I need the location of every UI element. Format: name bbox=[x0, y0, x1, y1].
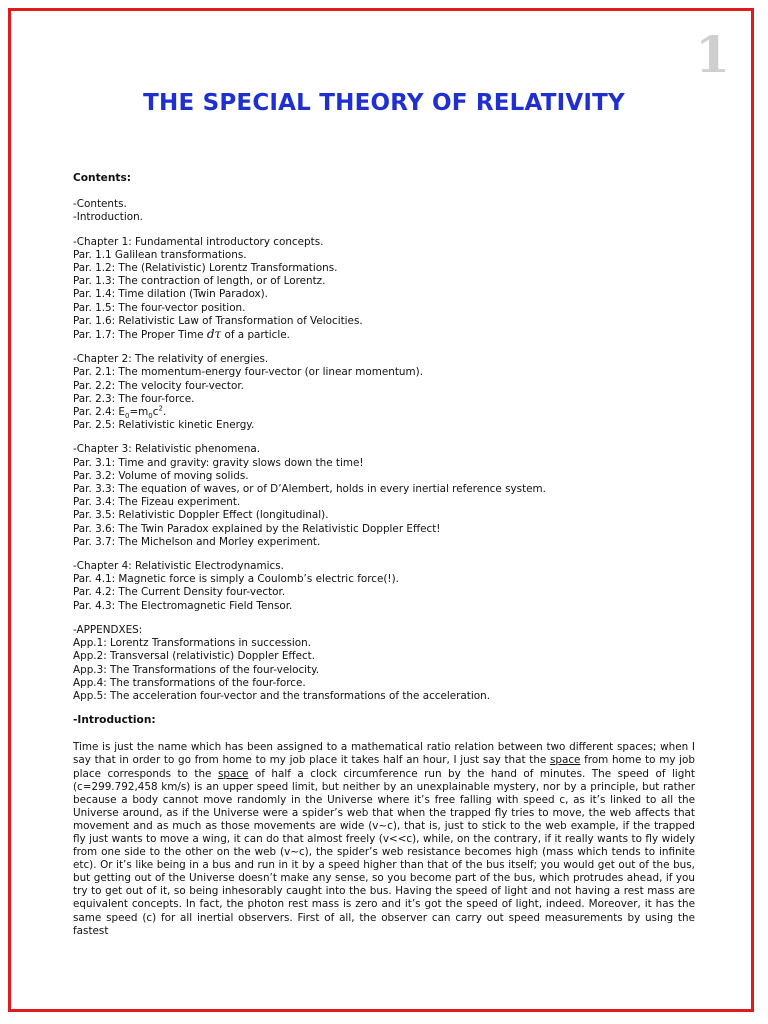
introduction-heading: -Introduction: bbox=[73, 714, 156, 727]
toc-entry: Par. 1.1 Galilean transformations. bbox=[73, 248, 247, 261]
underlined-word: space bbox=[217, 767, 249, 780]
toc-entry: Par. 3.4: The Fizeau experiment. bbox=[73, 496, 241, 509]
toc-entry: Par. 3.7: The Michelson and Morley experiment. bbox=[73, 535, 321, 548]
toc-entry: Par. 1.4: Time dilation (Twin Paradox). bbox=[73, 288, 268, 301]
toc-entry-text: Par. 2.4: E bbox=[73, 406, 125, 419]
paragraph-text: from home to my job place corresponds to the bbox=[73, 754, 695, 780]
chapter-4-title: -Chapter 4: Relativistic Electrodynamics. bbox=[73, 560, 284, 573]
chapter-3-title: -Chapter 3: Relativistic phenomena. bbox=[73, 443, 261, 456]
toc-entry: Par. 3.3: The equation of waves, or of D’Alembert, holds in every inertial reference system. bbox=[73, 483, 546, 496]
toc-entry: Par. 1.6: Relativistic Law of Transformation of Velocities. bbox=[73, 314, 363, 327]
toc-entry-rest-energy bbox=[73, 406, 697, 419]
contents-heading: Contents: bbox=[73, 172, 131, 184]
toc-entry: Par. 1.2: The (Relativistic) Lorentz Transformations. bbox=[73, 262, 338, 275]
chapter-2-title: -Chapter 2: The relativity of energies. bbox=[73, 353, 269, 366]
subscript: 0 bbox=[124, 412, 130, 421]
introduction-paragraph bbox=[73, 741, 695, 937]
toc-entry-text: Par. 1.7: The Proper Time bbox=[73, 329, 207, 342]
paragraph-text: of half a clock circumference run by the hand of minutes. The speed of light (c=299.792,458 km/s) is an upper speed limit, but neither by an unexplainable mystery, nor by a principle, but rather because a body cannot move randomly in the Universe where it’s free falling with speed c, as it’s linked to all the Universe around, as if the Universe were a spider’s web that when the trapped fly tries to move, the web affects that movement and as much as those movements are wide (v~c), that is, just to stick to the web example, if the trapped fly just wants to move a wing, it can do that almost freely (v<<c), while, on the contrary, if it really wants to fly widely from one side to the other on the web (v~c), the spider’s web resistance becomes high (mass which tends to infinite etc). Or it’s like being in a bus and run in it by a speed higher than that of the bus itself; you would get out of the bus, but getting out of the Universe doesn’t make any sense, so you become part of the bus, which protrudes ahead, if you try to get out of it, so being inhesorably caught into the bus. Having the speed of light and not having a rest mass are equivalent concepts. In fact, the photon rest mass is zero and it’s got the speed of light, indeed. Moreover, it has the same speed (c) for all inertial observers. First of all, the observer can carry out speed measurements by using the fastest bbox=[73, 767, 695, 937]
toc-entry-text: =m bbox=[129, 406, 149, 419]
toc-entry: Par. 3.1: Time and gravity: gravity slows down the time! bbox=[73, 456, 364, 469]
toc-entry: Par. 2.2: The velocity four-vector. bbox=[73, 379, 244, 392]
toc-entry: Par. 2.3: The four-force. bbox=[73, 392, 195, 405]
toc-entry: App.3: The Transformations of the four-velocity. bbox=[73, 663, 320, 676]
toc-entry-text: c bbox=[152, 406, 159, 419]
toc-entry: Par. 4.1: Magnetic force is simply a Coulomb’s electric force(!). bbox=[73, 573, 399, 586]
toc-entry: Par. 3.5: Relativistic Doppler Effect (longitudinal). bbox=[73, 509, 329, 522]
chapter-1-title: -Chapter 1: Fundamental introductory concepts. bbox=[73, 235, 324, 248]
underlined-word: space bbox=[549, 754, 581, 767]
toc-entry: Par. 4.2: The Current Density four-vector. bbox=[73, 586, 286, 599]
toc-entry: Par. 1.5: The four-vector position. bbox=[73, 301, 246, 314]
toc-entry: App.1: Lorentz Transformations in succession. bbox=[73, 637, 312, 650]
paragraph-text: Time is just the name which has been assigned to a mathematical ratio relation between two different spaces; when I say that in order to go from home to my job place it takes half an hour, I just say that the bbox=[73, 741, 695, 767]
toc-entry: Par. 2.5: Relativistic kinetic Energy. bbox=[73, 419, 255, 432]
document-body bbox=[73, 172, 697, 938]
proper-time-symbol: dτ bbox=[206, 327, 222, 342]
toc-entry-text: . bbox=[162, 406, 167, 419]
toc-entry: Par. 2.1: The momentum-energy four-vector (or linear momentum). bbox=[73, 366, 423, 379]
toc-entry: App.4: The transformations of the four-force. bbox=[73, 676, 306, 689]
toc-entry: App.2: Transversal (relativistic) Doppler Effect. bbox=[73, 650, 316, 663]
toc-entry: Par. 3.2: Volume of moving solids. bbox=[73, 469, 249, 482]
toc-entry: App.5: The acceleration four-vector and the transformations of the acceleration. bbox=[73, 689, 491, 702]
page-number: 1 bbox=[695, 25, 730, 84]
appendixes-title: -APPENDXES: bbox=[73, 623, 143, 636]
subscript: 0 bbox=[148, 412, 153, 421]
toc-entry-text: of a particle. bbox=[221, 329, 290, 342]
toc-entry-proper-time bbox=[73, 328, 697, 342]
document-title: THE SPECIAL THEORY OF RELATIVITY bbox=[143, 90, 625, 116]
toc-entry: Par. 1.3: The contraction of length, or of Lorentz. bbox=[73, 275, 326, 288]
toc-entry: -Contents. bbox=[73, 198, 127, 211]
toc-entry: Par. 3.6: The Twin Paradox explained by the Relativistic Doppler Effect! bbox=[73, 522, 441, 535]
toc-entry: Par. 4.3: The Electromagnetic Field Tensor. bbox=[73, 599, 293, 612]
toc-entry: -Introduction. bbox=[73, 211, 143, 224]
superscript: 2 bbox=[158, 404, 163, 413]
